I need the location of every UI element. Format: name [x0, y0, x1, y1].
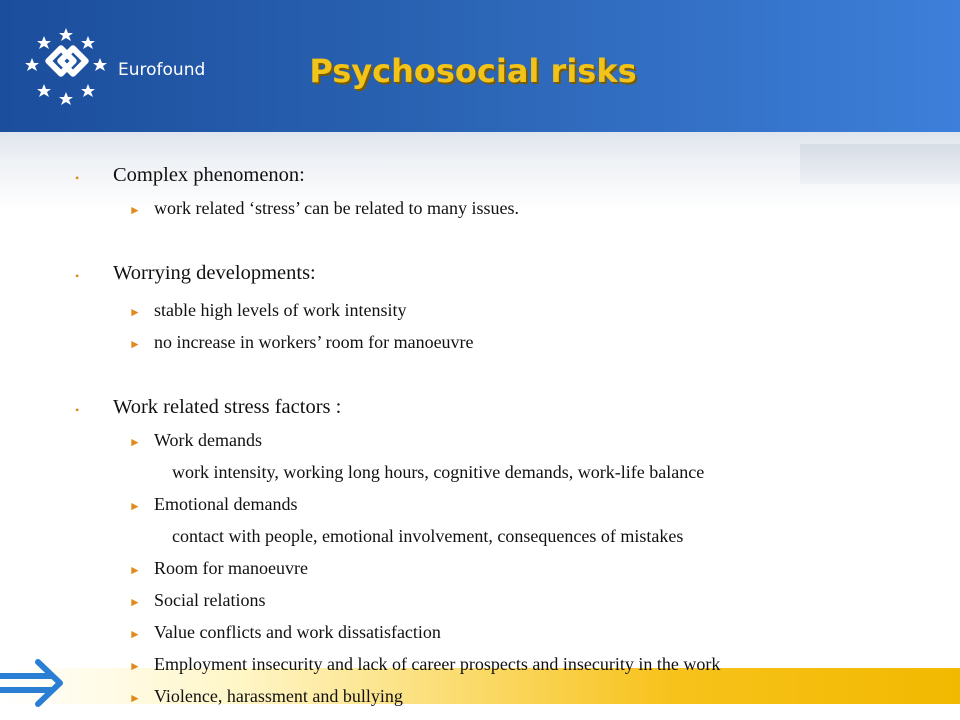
bullet-dot-icon: •: [75, 403, 80, 417]
list-item-detail: contact with people, emotional involvement, consequences of mistakes: [172, 526, 684, 546]
bullet-dot-icon: •: [75, 269, 80, 283]
triangle-bullet-icon: ►: [129, 203, 141, 217]
list-item: stable high levels of work intensity: [154, 300, 407, 320]
triangle-bullet-icon: ►: [129, 563, 141, 577]
list-item: Emotional demands: [154, 494, 298, 514]
list-item: Work demands: [154, 430, 263, 450]
decorative-fold: [800, 144, 960, 184]
header-banner: [0, 0, 960, 132]
double-arrow-right-icon: [0, 654, 70, 716]
triangle-bullet-icon: ►: [129, 595, 141, 609]
triangle-bullet-icon: ►: [129, 627, 141, 641]
section-heading: Worrying developments:: [113, 262, 316, 284]
list-item: Room for manoeuvre: [154, 558, 308, 578]
section-heading: Work related stress factors :: [113, 396, 342, 418]
slide-title: Psychosocial risks: [309, 52, 637, 90]
triangle-bullet-icon: ►: [129, 305, 141, 319]
logo-text: Eurofound: [118, 60, 206, 80]
list-item: no increase in workers’ room for manoeuvre: [154, 332, 474, 352]
triangle-bullet-icon: ►: [129, 337, 141, 351]
section-heading: Complex phenomenon:: [113, 164, 305, 186]
list-item: Employment insecurity and lack of career prospects and insecurity in the work: [154, 654, 721, 674]
list-item: Social relations: [154, 590, 266, 610]
list-item-detail: work intensity, working long hours, cognitive demands, work-life balance: [172, 462, 705, 482]
bullet-dot-icon: •: [75, 171, 80, 185]
list-item: Value conflicts and work dissatisfaction: [154, 622, 441, 642]
list-item: Violence, harassment and bullying: [154, 686, 403, 706]
triangle-bullet-icon: ►: [129, 435, 141, 449]
triangle-bullet-icon: ►: [129, 691, 141, 705]
list-item: work related ‘stress’ can be related to many issues.: [154, 198, 520, 218]
triangle-bullet-icon: ►: [129, 659, 141, 673]
triangle-bullet-icon: ►: [129, 499, 141, 513]
content-area: [0, 132, 960, 720]
